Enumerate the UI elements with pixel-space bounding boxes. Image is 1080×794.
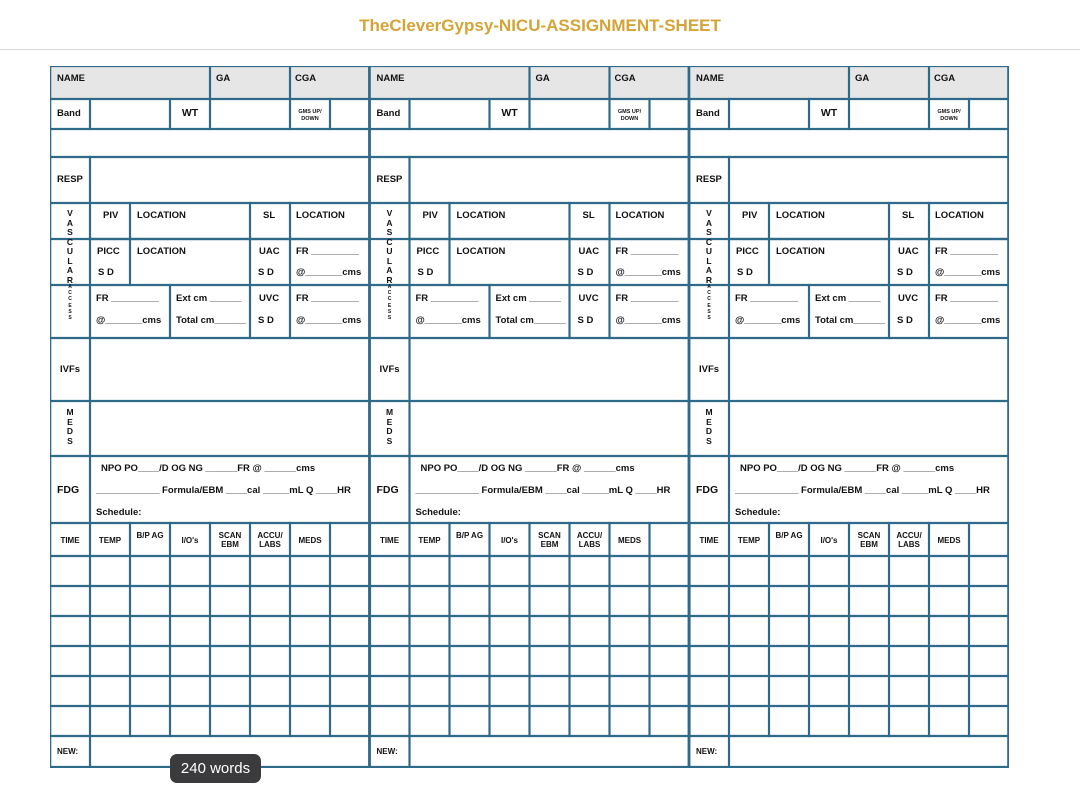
patient-1-uac-fr: FR _________ <box>296 246 359 257</box>
patient-2-fdg-label: FDG <box>376 484 399 496</box>
patient-2-band-label: Band <box>376 108 401 119</box>
patient-1-cga-label: CGA <box>295 73 317 84</box>
patient-3-ext-cm: Ext cm ______ <box>815 293 881 304</box>
patient-1-uvc-cms: @_______cms <box>296 315 362 326</box>
patient-3-wt-label: WT <box>820 107 838 119</box>
patient-2-picc-cms: @_______cms <box>415 315 481 326</box>
patient-1-picc-cms: @_______cms <box>96 315 162 326</box>
patient-1-ext-cm: Ext cm ______ <box>176 293 242 304</box>
patient-1-ga-label: GA <box>216 73 231 84</box>
patient-2-vascular-label: V A S C U L A R <box>386 208 393 285</box>
patient-2-ivfs-label: IVFs <box>379 364 400 375</box>
patient-2-sl-label: SL <box>582 210 595 221</box>
patient-2-uac-sd: S D <box>577 267 594 278</box>
patient-2-ext-cm: Ext cm ______ <box>495 293 561 304</box>
patient-2-fdg-schedule: Schedule: <box>415 507 461 518</box>
patient-1-piv-label: PIV <box>103 210 119 221</box>
patient-3-piv-location-label: LOCATION <box>776 210 825 221</box>
patient-2-uvc-label: UVC <box>578 293 599 304</box>
patient-3-col-meds: MEDS <box>937 536 961 545</box>
patient-3-fdg-label: FDG <box>696 484 719 496</box>
patient-1-picc-location-label: LOCATION <box>137 246 186 257</box>
patient-3-ga-label: GA <box>855 73 870 84</box>
patient-3-name-label: NAME <box>696 73 724 84</box>
patient-3-col-time: TIME <box>699 536 719 545</box>
patient-1-col-temp: TEMP <box>98 536 122 545</box>
patient-3-gms-label: GMS UP/ DOWN <box>937 109 961 122</box>
patient-1-uvc-label: UVC <box>259 293 280 304</box>
patient-3-picc-cms: @_______cms <box>735 315 801 326</box>
patient-1-col-ios: I/O's <box>181 536 199 545</box>
patient-3-col-ios: I/O's <box>820 536 838 545</box>
patient-3-cga-label: CGA <box>934 73 956 84</box>
patient-1-ivfs-label: IVFs <box>60 364 81 375</box>
patient-1-fdg-label: FDG <box>57 484 80 496</box>
patient-2-piv-location-label: LOCATION <box>456 210 506 221</box>
patient-3-access-label: A C C E S S <box>707 284 711 322</box>
patient-1-vascular-label: V A S C U L A R <box>66 208 74 285</box>
patient-3-col-temp: TEMP <box>737 536 761 545</box>
patient-2-col-scan_ebm: SCAN EBM <box>538 531 561 549</box>
patient-2-uac-label: UAC <box>578 246 600 257</box>
patient-3-col-bp_ag: B/P AG <box>775 531 803 540</box>
patient-3-picc-location-label: LOCATION <box>776 246 825 257</box>
patient-2-picc-location-label: LOCATION <box>456 246 506 257</box>
patient-3-uac-label: UAC <box>898 246 919 257</box>
patient-3-picc-fr: FR _________ <box>735 293 798 304</box>
patient-2-uac-fr: FR _________ <box>615 246 679 257</box>
patient-3-vascular-label: V A S C U L A R <box>705 208 713 285</box>
patient-2-access-label: A C C E S S <box>387 284 392 322</box>
patient-1-fdg-line1: NPO PO____/D OG NG ______FR @ ______cms <box>101 463 316 474</box>
patient-2-piv-label: PIV <box>422 210 438 221</box>
patient-2-fdg-line1: NPO PO____/D OG NG ______FR @ ______cms <box>420 463 635 474</box>
patient-1-col-scan_ebm: SCAN EBM <box>218 531 242 549</box>
patient-3-piv-label: PIV <box>742 210 758 221</box>
patient-3-sl-label: SL <box>902 210 915 221</box>
patient-3-new-label: NEW: <box>696 747 718 756</box>
patient-2-cga-label: CGA <box>614 73 636 84</box>
patient-2-picc-sd: S D <box>417 267 434 278</box>
patient-2-uvc-sd: S D <box>577 315 594 326</box>
patient-3-band-label: Band <box>696 108 720 119</box>
patient-2-uvc-fr: FR _________ <box>615 293 679 304</box>
patient-2-col-ios: I/O's <box>500 536 519 545</box>
patient-1-col-time: TIME <box>60 536 80 545</box>
word-count-badge: 240 words <box>170 754 261 783</box>
patient-3-picc-label: PICC <box>736 246 759 257</box>
patient-2-uvc-cms: @_______cms <box>615 315 681 326</box>
patient-2-total-cm: Total cm______ <box>495 315 566 326</box>
sheet-grid <box>50 66 1009 768</box>
patient-3-uvc-label: UVC <box>898 293 919 304</box>
header-divider <box>0 49 1080 50</box>
patient-1-gms-label: GMS UP/ DOWN <box>298 109 322 122</box>
patient-3-fdg-schedule: Schedule: <box>735 507 781 518</box>
patient-1-total-cm: Total cm______ <box>176 315 247 326</box>
patient-1-col-accu_labs: ACCU/ LABS <box>257 531 283 549</box>
patient-2-meds-vertical-label: M E D S <box>385 407 394 446</box>
patient-2-gms-label: GMS UP/ DOWN <box>617 109 642 122</box>
patient-3-fdg-line1: NPO PO____/D OG NG ______FR @ ______cms <box>740 463 955 474</box>
patient-3-sl-location-label: LOCATION <box>935 210 984 221</box>
patient-2-resp-label: RESP <box>376 174 403 185</box>
patient-1-fdg-line2: ____________ Formula/EBM ____cal _____mL Q ____HR <box>96 485 351 496</box>
patient-1-sl-label: SL <box>263 210 276 221</box>
patient-3-uvc-fr: FR _________ <box>935 293 998 304</box>
patient-2-col-time: TIME <box>379 536 400 545</box>
patient-2-name-label: NAME <box>376 73 405 84</box>
patient-2-wt-label: WT <box>501 107 518 119</box>
patient-2-ga-label: GA <box>535 73 550 84</box>
patient-1-uvc-sd: S D <box>258 315 274 326</box>
patient-1-uvc-fr: FR _________ <box>296 293 359 304</box>
patient-1-picc-sd: S D <box>98 267 114 278</box>
patient-3-picc-sd: S D <box>737 267 753 278</box>
patient-2-col-temp: TEMP <box>418 536 441 545</box>
patient-1-sl-location-label: LOCATION <box>296 210 345 221</box>
patient-1-uac-sd: S D <box>258 267 274 278</box>
patient-1-wt-label: WT <box>181 107 199 119</box>
patient-1-fdg-schedule: Schedule: <box>96 507 142 518</box>
patient-1-picc-label: PICC <box>97 246 120 257</box>
patient-2-uac-cms: @_______cms <box>615 267 681 278</box>
patient-2-picc-label: PICC <box>416 246 440 257</box>
patient-3-ivfs-label: IVFs <box>699 364 720 375</box>
patient-3-total-cm: Total cm______ <box>815 315 886 326</box>
patient-3-uvc-sd: S D <box>897 315 913 326</box>
patient-2-fdg-line2: ____________ Formula/EBM ____cal _____mL Q ____HR <box>415 485 671 496</box>
patient-1-resp-label: RESP <box>57 174 83 185</box>
patient-2-col-accu_labs: ACCU/ LABS <box>576 531 603 549</box>
patient-3-uac-sd: S D <box>897 267 913 278</box>
patient-1-access-label: A C C E S S <box>68 284 72 322</box>
assignment-sheet <box>50 66 1009 768</box>
patient-1-col-bp_ag: B/P AG <box>136 531 164 540</box>
patient-2-new-label: NEW: <box>376 747 398 756</box>
patient-1-band-label: Band <box>57 108 81 119</box>
patient-3-uac-fr: FR _________ <box>935 246 998 257</box>
patient-3-uac-cms: @_______cms <box>935 267 1001 278</box>
patient-3-col-scan_ebm: SCAN EBM <box>857 531 881 549</box>
patient-3-fdg-line2: ____________ Formula/EBM ____cal _____mL Q ____HR <box>735 485 990 496</box>
patient-2-col-meds: MEDS <box>617 536 642 545</box>
patient-1-col-meds: MEDS <box>298 536 322 545</box>
patient-3-uvc-cms: @_______cms <box>935 315 1001 326</box>
patient-1-uac-label: UAC <box>259 246 280 257</box>
patient-3-meds-vertical-label: M E D S <box>705 407 713 446</box>
patient-1-uac-cms: @_______cms <box>296 267 362 278</box>
patient-1-meds-vertical-label: M E D S <box>66 407 74 446</box>
patient-2-sl-location-label: LOCATION <box>615 210 665 221</box>
patient-3-col-accu_labs: ACCU/ LABS <box>896 531 922 549</box>
sheet-title: TheCleverGypsy-NICU-ASSIGNMENT-SHEET <box>359 16 721 35</box>
patient-2-col-bp_ag: B/P AG <box>455 531 484 540</box>
patient-2-picc-fr: FR _________ <box>415 293 479 304</box>
patient-1-picc-fr: FR _________ <box>96 293 159 304</box>
patient-1-name-label: NAME <box>57 73 85 84</box>
patient-3-resp-label: RESP <box>696 174 722 185</box>
patient-1-piv-location-label: LOCATION <box>137 210 186 221</box>
patient-1-new-label: NEW: <box>57 747 79 756</box>
